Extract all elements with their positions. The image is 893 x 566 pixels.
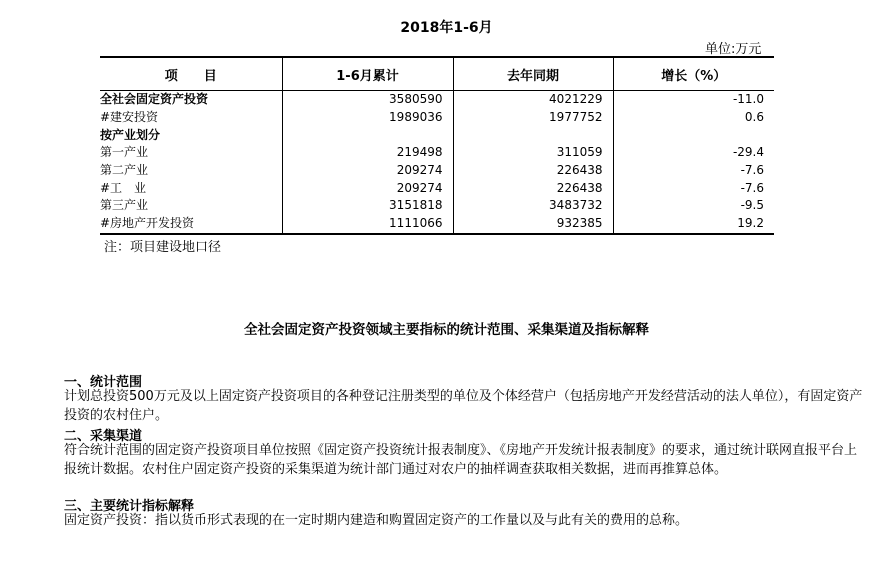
row-item: 第三产业 <box>100 198 149 213</box>
row-item: #工 业 <box>100 180 147 195</box>
row-growth: -29.4 <box>613 144 774 162</box>
row-last-year: 932385 <box>453 215 613 234</box>
report-period: 2018年1-6月 <box>400 20 493 36</box>
investment-table <box>100 56 774 235</box>
row-item: #建安投资 <box>100 110 159 125</box>
row-cumulative: 3151818 <box>282 197 453 215</box>
row-last-year: 226438 <box>453 162 613 180</box>
row-cumulative: 209274 <box>282 179 453 197</box>
explanation-title: 全社会固定资产投资领域主要指标的统计范围、采集渠道及指标解释 <box>244 322 649 338</box>
row-last-year <box>453 126 613 144</box>
table-row <box>100 109 774 127</box>
row-growth: 19.2 <box>613 215 774 234</box>
row-item: 按产业划分 <box>100 127 161 142</box>
row-cumulative: 219498 <box>282 144 453 162</box>
row-last-year: 3483732 <box>453 197 613 215</box>
row-cumulative <box>282 126 453 144</box>
row-item: 第一产业 <box>100 145 149 160</box>
row-last-year: 311059 <box>453 144 613 162</box>
section-text-scope: 计划总投资500万元及以上固定资产投资项目的各种登记注册类型的单位及个体经营户（包括房地产开发经营活动的法人单位），有固定资产投资的农村住户。 <box>64 389 863 423</box>
table-header-row <box>100 57 774 91</box>
unit-label: 单位:万元 <box>705 42 762 57</box>
table-row <box>100 91 774 109</box>
row-cumulative: 3580590 <box>282 91 453 109</box>
table-row <box>100 162 774 180</box>
section-heading-definitions: 三、主要统计指标解释 <box>64 499 195 514</box>
table-row <box>100 197 774 215</box>
row-item: 全社会固定资产投资 <box>100 92 209 107</box>
row-growth: -11.0 <box>613 91 774 109</box>
row-last-year: 1977752 <box>453 109 613 127</box>
column-header-last-year: 去年同期 <box>453 57 613 91</box>
row-cumulative: 1989036 <box>282 109 453 127</box>
column-header-cumulative: 1-6月累计 <box>282 57 453 91</box>
row-growth: -7.6 <box>613 162 774 180</box>
row-last-year: 226438 <box>453 179 613 197</box>
table-row <box>100 126 774 144</box>
section-text-definitions: 固定资产投资：指以货币形式表现的在一定时期内建造和购置固定资产的工作量以及与此有关的费用的总称。 <box>64 513 689 528</box>
column-header-item: 项 目 <box>100 57 282 91</box>
table-row <box>100 144 774 162</box>
row-cumulative: 209274 <box>282 162 453 180</box>
row-growth: 0.6 <box>613 109 774 127</box>
row-last-year: 4021229 <box>453 91 613 109</box>
row-growth <box>613 126 774 144</box>
section-heading-scope: 一、统计范围 <box>64 375 143 390</box>
row-item: #房地产开发投资 <box>100 215 282 234</box>
section-text-channel: 符合统计范围的固定资产投资项目单位按照《固定资产投资统计报表制度》、《房地产开发统计报表制度》的要求，通过统计联网直报平台上报统计数据。农村住户固定资产投资的采集渠道为统计部门通过对农户的抽样调查获取相关数据，进而再推算总体。 <box>64 443 858 477</box>
table-note: 注：项目建设地口径 <box>104 240 222 255</box>
row-cumulative: 1111066 <box>282 215 453 234</box>
table-row <box>100 179 774 197</box>
row-item: 第二产业 <box>100 163 149 178</box>
section-heading-channel: 二、采集渠道 <box>64 429 143 444</box>
column-header-growth: 增长（%） <box>613 57 774 91</box>
table-row <box>100 215 774 234</box>
row-growth: -7.6 <box>613 179 774 197</box>
row-growth: -9.5 <box>613 197 774 215</box>
